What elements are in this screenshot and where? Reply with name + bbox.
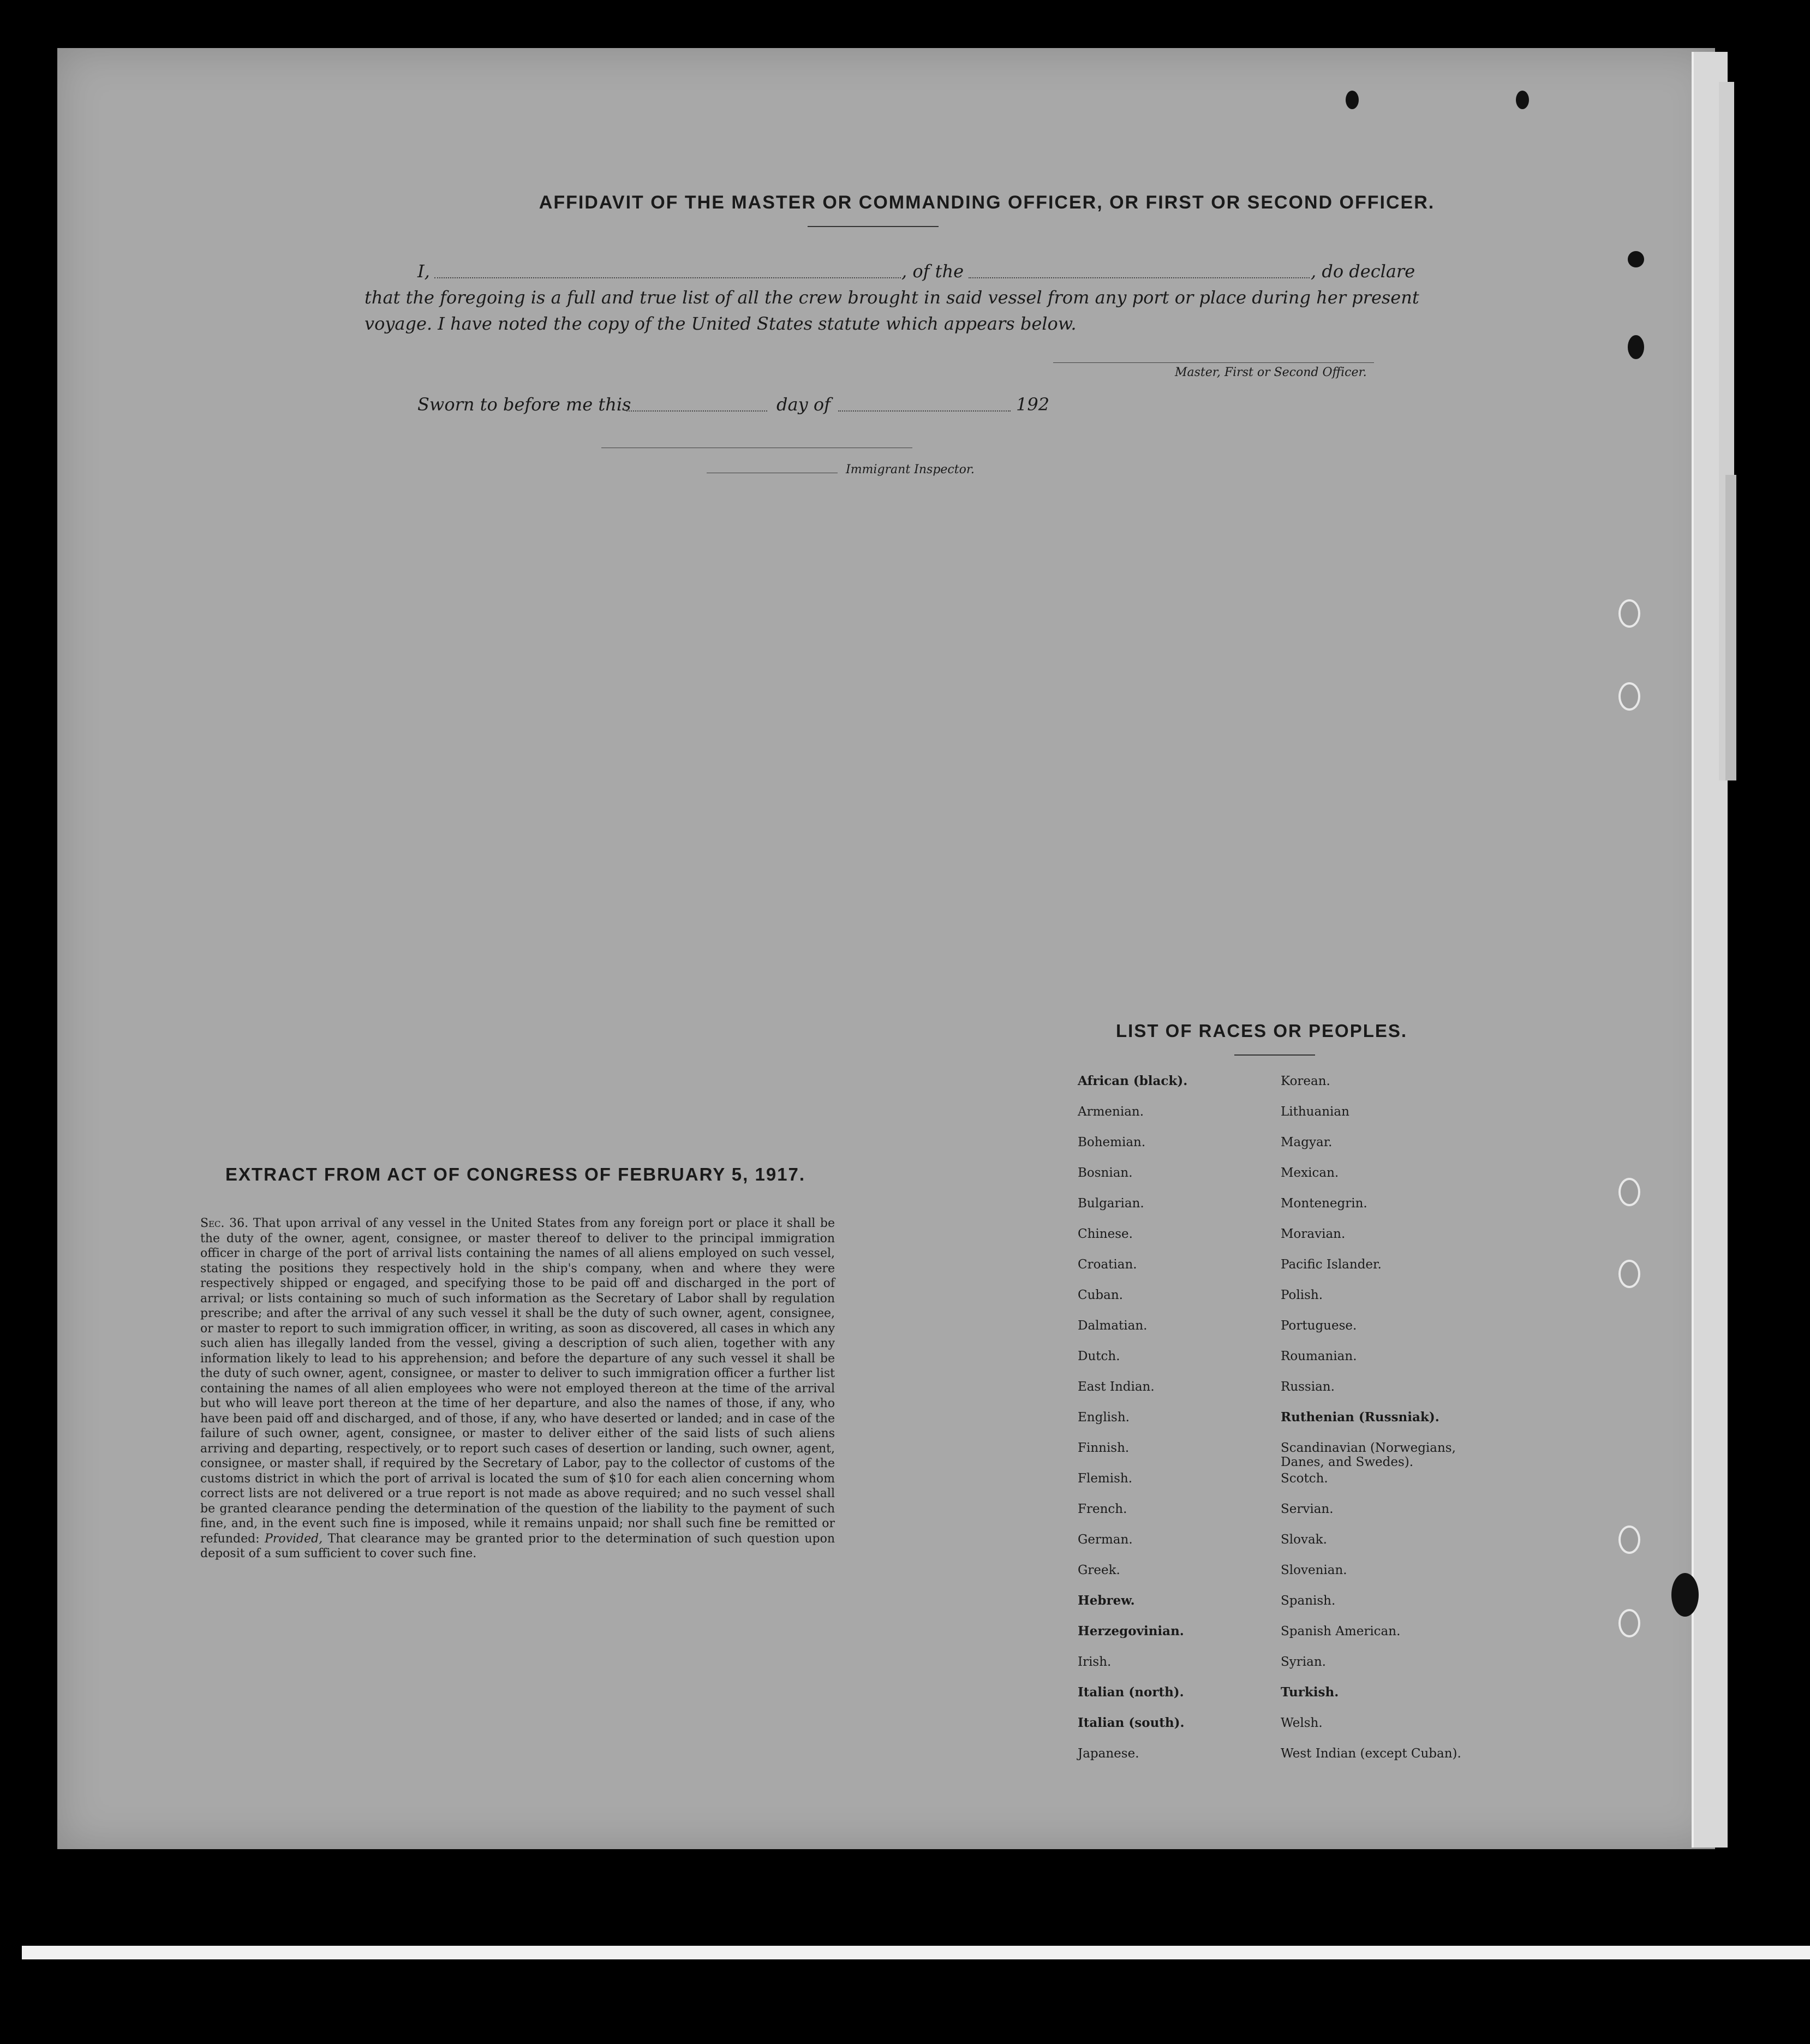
race-item: Scotch. bbox=[1281, 1471, 1328, 1486]
race-item: Bohemian. bbox=[1078, 1135, 1146, 1149]
races-column-2 bbox=[1281, 1074, 1466, 1777]
race-item: Flemish. bbox=[1078, 1471, 1133, 1486]
race-item: Mexican. bbox=[1281, 1166, 1339, 1180]
race-item: Irish. bbox=[1078, 1655, 1112, 1669]
race-item: Herzegovinian. bbox=[1078, 1624, 1184, 1638]
race-item: English. bbox=[1078, 1410, 1130, 1425]
race-item: Korean. bbox=[1281, 1074, 1330, 1088]
race-item: Moravian. bbox=[1281, 1227, 1346, 1241]
punch-hole-icon bbox=[1671, 1573, 1699, 1617]
punch-hole-icon bbox=[1618, 1260, 1640, 1288]
race-item: Cuban. bbox=[1078, 1288, 1123, 1302]
punch-hole-icon bbox=[1628, 335, 1644, 359]
race-item: Finnish. bbox=[1078, 1441, 1130, 1455]
statute-text bbox=[200, 1216, 835, 1562]
master-signature-line[interactable] bbox=[1053, 362, 1374, 363]
punch-hole-icon bbox=[1618, 1178, 1640, 1206]
race-item: Hebrew. bbox=[1078, 1593, 1135, 1608]
sworn-month-blank[interactable] bbox=[838, 410, 1011, 412]
race-item: Greek. bbox=[1078, 1563, 1120, 1577]
master-signature-label: Master, First or Second Officer. bbox=[1175, 366, 1367, 379]
race-item: Bosnian. bbox=[1078, 1166, 1133, 1180]
extract-title: EXTRACT FROM ACT OF CONGRESS OF FEBRUARY 5, 1917. bbox=[225, 1164, 806, 1184]
race-item: Lithuanian bbox=[1281, 1105, 1349, 1119]
race-item: Japanese. bbox=[1078, 1747, 1139, 1761]
binding-strip-inner bbox=[1725, 475, 1736, 780]
race-item: Dutch. bbox=[1078, 1349, 1120, 1363]
race-item: Italian (north). bbox=[1078, 1685, 1184, 1700]
section-number: Sec. 36. bbox=[200, 1217, 249, 1230]
race-item: Pacific Islander. bbox=[1281, 1258, 1382, 1272]
punch-hole-icon bbox=[1618, 599, 1640, 628]
year-prefix: 192 bbox=[1016, 394, 1050, 415]
punch-hole-icon bbox=[1618, 1609, 1640, 1637]
race-item: Italian (south). bbox=[1078, 1715, 1185, 1730]
provided-word: Provided, bbox=[265, 1531, 323, 1546]
race-item: Russian. bbox=[1281, 1380, 1335, 1394]
punch-hole-icon bbox=[1618, 1525, 1640, 1554]
race-item: German. bbox=[1078, 1533, 1133, 1547]
race-item: Montenegrin. bbox=[1281, 1196, 1367, 1211]
punch-hole-icon bbox=[1346, 91, 1359, 109]
race-item: Dalmatian. bbox=[1078, 1319, 1148, 1333]
race-item: Scandinavian (Norwegians, Danes, and Swedes). bbox=[1281, 1441, 1456, 1469]
affidavit-line-3: voyage. I have noted the copy of the United States statute which appears below. bbox=[365, 313, 1077, 334]
race-item: Roumanian. bbox=[1281, 1349, 1357, 1363]
races-title-rule bbox=[1234, 1054, 1315, 1056]
race-item: West Indian (except Cuban). bbox=[1281, 1747, 1461, 1761]
film-edge-bar bbox=[22, 1946, 1810, 1959]
punch-hole-icon bbox=[1516, 91, 1529, 109]
race-item: Welsh. bbox=[1281, 1716, 1323, 1730]
punch-hole-icon bbox=[1628, 251, 1644, 267]
race-item: Spanish. bbox=[1281, 1594, 1336, 1608]
vessel-name-blank[interactable] bbox=[969, 277, 1310, 278]
race-item: Slovenian. bbox=[1281, 1563, 1347, 1577]
affidavit-line-2: that the foregoing is a full and true list of all the crew brought in said vessel from any port or place during her present bbox=[365, 287, 1419, 308]
affidavit-of-the: , of the bbox=[901, 261, 964, 282]
races-title: LIST OF RACES OR PEOPLES. bbox=[1116, 1021, 1408, 1041]
statute-proviso: That clearance may be granted prior to the determination of such question upon deposit of a sum sufficient to cover such fine. bbox=[200, 1531, 835, 1560]
affidavit-title: AFFIDAVIT OF THE MASTER OR COMMANDING OFFICER, OR FIRST OR SECOND OFFICER. bbox=[539, 192, 1435, 213]
day-of-text: day of bbox=[776, 394, 831, 415]
race-item: East Indian. bbox=[1078, 1380, 1155, 1394]
race-item: Chinese. bbox=[1078, 1227, 1133, 1241]
race-item: French. bbox=[1078, 1502, 1127, 1516]
race-item: Croatian. bbox=[1078, 1258, 1137, 1272]
affidavit-declare: , do declare bbox=[1311, 261, 1415, 282]
master-name-blank[interactable] bbox=[434, 277, 901, 278]
race-item: Spanish American. bbox=[1281, 1624, 1401, 1638]
race-item: African (black). bbox=[1078, 1074, 1188, 1088]
race-item: Turkish. bbox=[1281, 1685, 1339, 1700]
bleed-through-header bbox=[196, 143, 205, 178]
sworn-day-blank[interactable] bbox=[626, 410, 767, 412]
race-item: Polish. bbox=[1281, 1288, 1323, 1302]
races-column-1 bbox=[1078, 1074, 1187, 1777]
statute-body: That upon arrival of any vessel in the United States from any foreign port or place it shall be the duty of the owner, agent, consignee, or master thereof to deliver to the principal immigration officer in charge of the port of arrival lists containing the names of all aliens employed on such vessel, stating the positions they respectively hold in the ship's company, when and where they were respectively shipped or engaged, and specifying those to be paid off and discharged in the port of arrival; or lists containing so much of such information as the Secretary of Labor shall by regulation prescribe; and after the arrival of any such vessel it shall be the duty of such owner, agent, consignee, or master to report to such immigration officer, in writing, as soon as discovered, all cases in which any such alien has illegally landed from the vessel, giving a description of such alien, together with any information likely to lead to his apprehension; and before the departure of any such vessel it shall be the duty of such owner, agent, consignee, or master to deliver to such immigration officer a further list containing the names of all alien employees who were not employed thereon at the time of the arrival but who will leave port thereon at the time of her departure, and also the names of those, if any, who have been paid off and discharged, and of those, if any, who have deserted or landed; and in case of the failure of such owner, agent, consignee, or master to deliver either of the said lists of such aliens arriving and departing, respectively, or to report such cases of desertion or landing, such owner, agent, consignee, or master shall, if required by the Secretary of Labor, pay to the collector of customs of the customs district in which the port of arrival is located the sum of $10 for each alien concerning whom correct lists are not delivered or a true report is not made as above required; and no such vessel shall be granted clearance pending the determination of the question of the liability to the payment of such fine, and, in the event such fine is imposed, while it remains unpaid; nor shall such fine be remitted or refunded: bbox=[200, 1217, 835, 1546]
race-item: Slovak. bbox=[1281, 1533, 1327, 1547]
race-item: Armenian. bbox=[1078, 1105, 1144, 1119]
race-item: Magyar. bbox=[1281, 1135, 1333, 1149]
race-item: Ruthenian (Russniak). bbox=[1281, 1410, 1439, 1425]
race-item: Servian. bbox=[1281, 1502, 1334, 1516]
affidavit-i: I, bbox=[417, 261, 430, 282]
race-item: Portuguese. bbox=[1281, 1319, 1357, 1333]
race-item: Syrian. bbox=[1281, 1655, 1326, 1669]
inspector-label: Immigrant Inspector. bbox=[846, 463, 975, 476]
sworn-text: Sworn to before me this bbox=[417, 394, 631, 415]
title-rule bbox=[808, 226, 939, 227]
punch-hole-icon bbox=[1618, 682, 1640, 711]
race-item: Bulgarian. bbox=[1078, 1196, 1144, 1211]
